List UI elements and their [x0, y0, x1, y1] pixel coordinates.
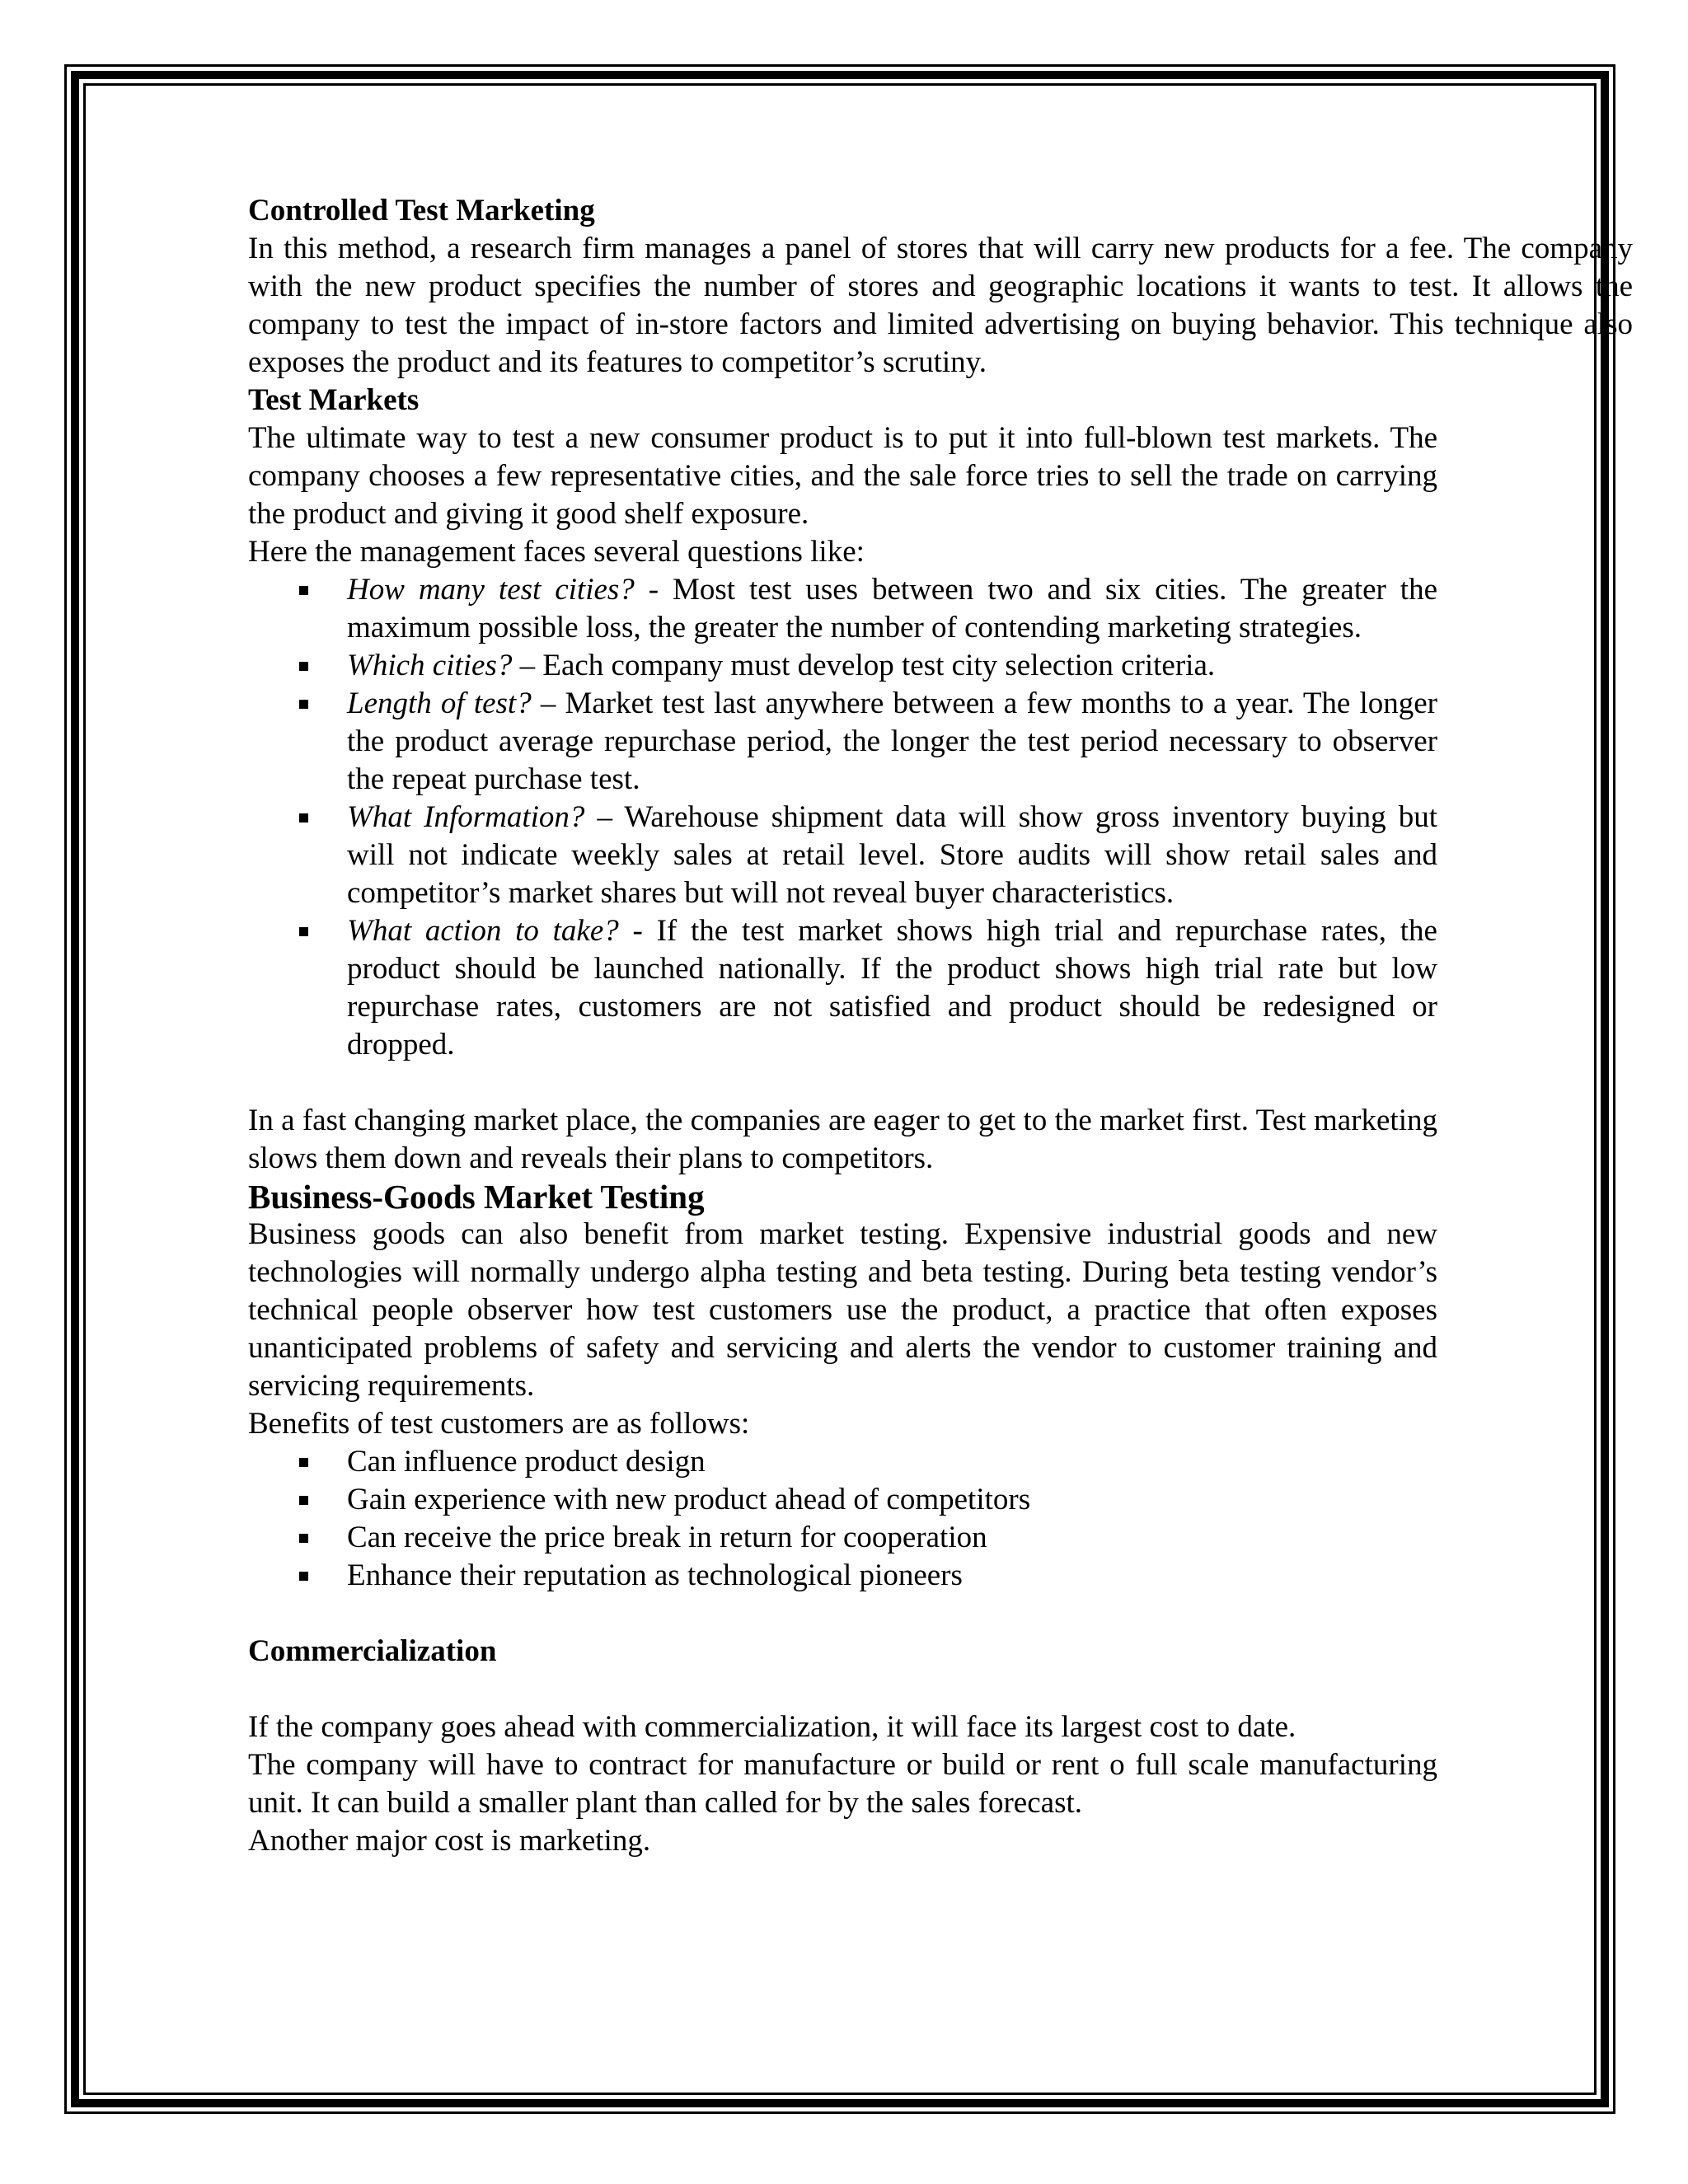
question-label: How many test cities?: [347, 573, 635, 607]
question-answer: – Each company must develop test city selection criteria.: [512, 649, 1216, 682]
heading-business-goods: Business-Goods Market Testing: [248, 1178, 705, 1216]
list-item: [248, 912, 1437, 1064]
list-item: [248, 685, 1437, 799]
question-answer: - Most test uses between two and six cities. The greater the maximum possible loss, the greater the number of contending marketing strategies.: [347, 573, 1437, 644]
list-item: Can receive the price break in return for cooperation: [248, 1519, 1437, 1557]
spacer: [248, 1671, 1437, 1708]
heading-test-markets: Test Markets: [248, 383, 420, 417]
paragraph-business-goods: Business goods can also benefit from market testing. Expensive industrial goods and new technologies will normally undergo alpha testing and beta testing. During beta testing vendor’s technical people observer how test customers use the product, a practice that often exposes unanticipated problems of safety and servicing and alerts the vendor to customer training and servicing requirements.: [248, 1217, 1437, 1403]
page-content: [248, 192, 1633, 1860]
question-label: Which cities?: [347, 649, 513, 682]
benefits-list: [248, 1443, 1437, 1595]
paragraph-closing: In a fast changing market place, the companies are eager to get to the market first. Test marketing slows them down and reveals their plans to competitors.: [248, 1104, 1437, 1175]
list-item: Can influence product design: [248, 1443, 1437, 1481]
question-answer: - If the test market shows high trial and repurchase rates, the product should be launched nationally. If the product shows high trial rate but low repurchase rates, customers are not satisfied and product should be redesigned or dropped.: [347, 914, 1437, 1062]
list-item: [248, 799, 1437, 912]
questions-intro: Here the management faces several questions like:: [248, 535, 865, 569]
paragraph-commercialization-2: The company will have to contract for manufacture or build or rent o full scale manufacturing unit. It can build a smaller plant than called for by the sales forecast.: [248, 1748, 1437, 1820]
question-label: Length of test?: [347, 687, 532, 720]
list-item: Enhance their reputation as technological pioneers: [248, 1557, 1437, 1595]
questions-list: [248, 571, 1437, 1064]
paragraph-commercialization-1: If the company goes ahead with commercialization, it will face its largest cost to date.: [248, 1710, 1296, 1744]
paragraph-test-markets: The ultimate way to test a new consumer product is to put it into full-blown test markets. The company chooses a few representative cities, and the sale force tries to sell the trade on carrying the product and giving it good shelf exposure.: [248, 421, 1437, 531]
question-label: What action to take?: [347, 914, 619, 948]
spacer: [248, 1064, 1437, 1102]
paragraph-commercialization-3: Another major cost is marketing.: [248, 1824, 651, 1858]
paragraph-controlled-test-marketing: In this method, a research firm manages a panel of stores that will carry new products for a fee. The company with the new product specifies the number of stores and geographic locations it wants to test. It allows the company to test the impact of in-store factors and limited advertising on buying behavior. This technique also exposes the product and its features to competitor’s scrutiny.: [248, 232, 1633, 379]
benefits-intro: Benefits of test customers are as follows:: [248, 1407, 750, 1441]
heading-commercialization: Commercialization: [248, 1634, 497, 1668]
heading-controlled-test-marketing: Controlled Test Marketing: [248, 194, 595, 227]
question-answer: – Market test last anywhere between a few months to a year. The longer the product average repurchase period, the longer the test period necessary to observer the repeat purchase test.: [347, 687, 1437, 796]
list-item: [248, 647, 1437, 685]
list-item: [248, 571, 1437, 647]
question-answer: – Warehouse shipment data will show gross inventory buying but will not indicate weekly sales at retail level. Store audits will show retail sales and competitor’s market shares but will not reveal buyer characteristics.: [347, 800, 1437, 910]
question-label: What Information?: [347, 800, 585, 834]
spacer: [248, 1595, 1437, 1633]
list-item: Gain experience with new product ahead of competitors: [248, 1481, 1437, 1519]
